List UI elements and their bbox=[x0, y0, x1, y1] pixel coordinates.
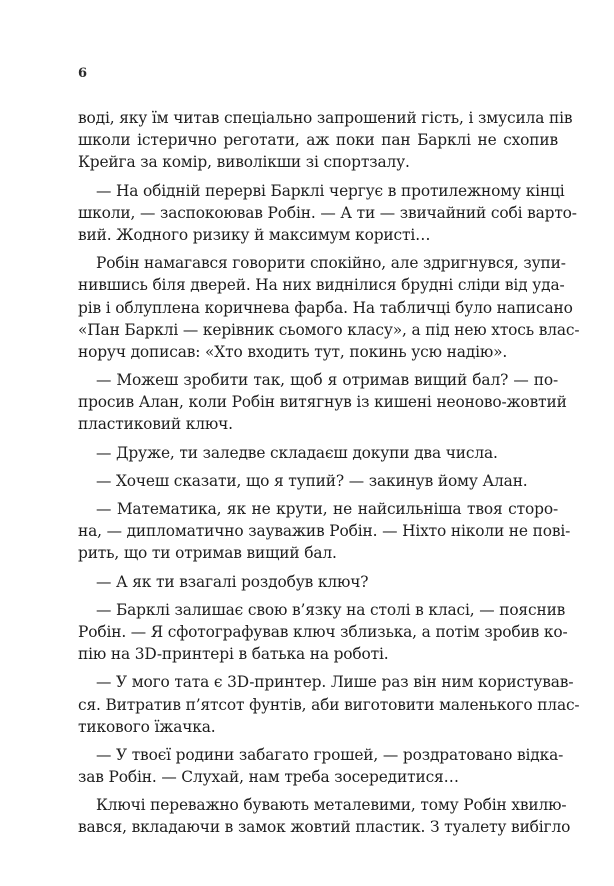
text-line: зав Робін. — Слухай, нам треба зосередитися… bbox=[78, 768, 459, 787]
page-number: 6 bbox=[78, 66, 88, 81]
text-line: — Барклі залишає свою в’язку на столі в класі, — пояснив bbox=[96, 600, 566, 619]
text-line: просив Алан, коли Робін витягнув із кишені неоново-жовтий bbox=[78, 393, 567, 412]
text-line: рить, що ти отримав вищий бал. bbox=[78, 544, 337, 563]
text-line: — А як ти взагалі роздобув ключ? bbox=[96, 572, 369, 591]
text-line: нившись біля дверей. На них виднілися брудні сліди від уда- bbox=[78, 276, 565, 295]
text-line: Робін намагався говорити спокійно, але здригнувся, зупи- bbox=[96, 254, 566, 273]
text-line: — Хочеш сказати, що я тупий? — закинув йому Алан. bbox=[96, 471, 528, 490]
text-line: на, — дипломатично зауважив Робін. — Ніхто ніколи не пові- bbox=[78, 522, 571, 541]
text-line: школи, — заспокоював Робін. — А ти — звичайний собі варто- bbox=[78, 203, 577, 222]
text-line: школи істерично реготати, аж поки пан Барклі не схопив bbox=[78, 131, 558, 150]
text-line: вався, вкладаючи в замок жовтий пластик. З туалету вибігло bbox=[78, 818, 571, 837]
text-line: — Друже, ти заледве складаєш докупи два числа. bbox=[96, 443, 498, 462]
text-line: тикового їжачка. bbox=[78, 717, 216, 736]
text-line: Ключі переважно бувають металевими, тому Робін хвилю- bbox=[96, 796, 567, 815]
text-line: вий. Жодного ризику й максимум користі… bbox=[78, 225, 431, 244]
text-line: воді, яку їм читав спеціально запрошений гість, і змусила пів bbox=[78, 109, 573, 127]
text-line: Крейга за комір, виволікши зі спортзалу. bbox=[78, 153, 410, 172]
body-text bbox=[78, 107, 580, 839]
text-line: — На обідній перерві Барклі чергує в протилежному кінці bbox=[96, 181, 565, 200]
text-line: Робін. — Я сфотографував ключ зблизька, а потім зробив ко- bbox=[78, 622, 568, 641]
text-line: — Математика, як не крути, не найсильніша твоя сторо- bbox=[96, 500, 558, 518]
text-line: — Можеш зробити так, щоб я отримав вищий бал? — по- bbox=[96, 371, 558, 390]
text-line: — У твоєї родини забагато грошей, — роздратовано відка- bbox=[96, 745, 564, 764]
text-line: пію на 3D-принтері в батька на роботі. bbox=[78, 645, 389, 664]
text-line: «Пан Барклі — керівник сьомого класу», а під нею хтось влас- bbox=[78, 320, 580, 339]
text-line: норуч дописав: «Хто входить тут, покинь усю надію». bbox=[78, 342, 508, 361]
text-line: рів і облуплена коричнева фарба. На табличці було написано bbox=[78, 298, 573, 317]
text-line: — У мого тата є 3D-принтер. Лише раз він ним користував- bbox=[96, 673, 574, 692]
text-line: ся. Витратив п’ятсот фунтів, аби виготовити маленького плас- bbox=[78, 695, 580, 714]
text-line: пластиковий ключ. bbox=[78, 415, 233, 434]
